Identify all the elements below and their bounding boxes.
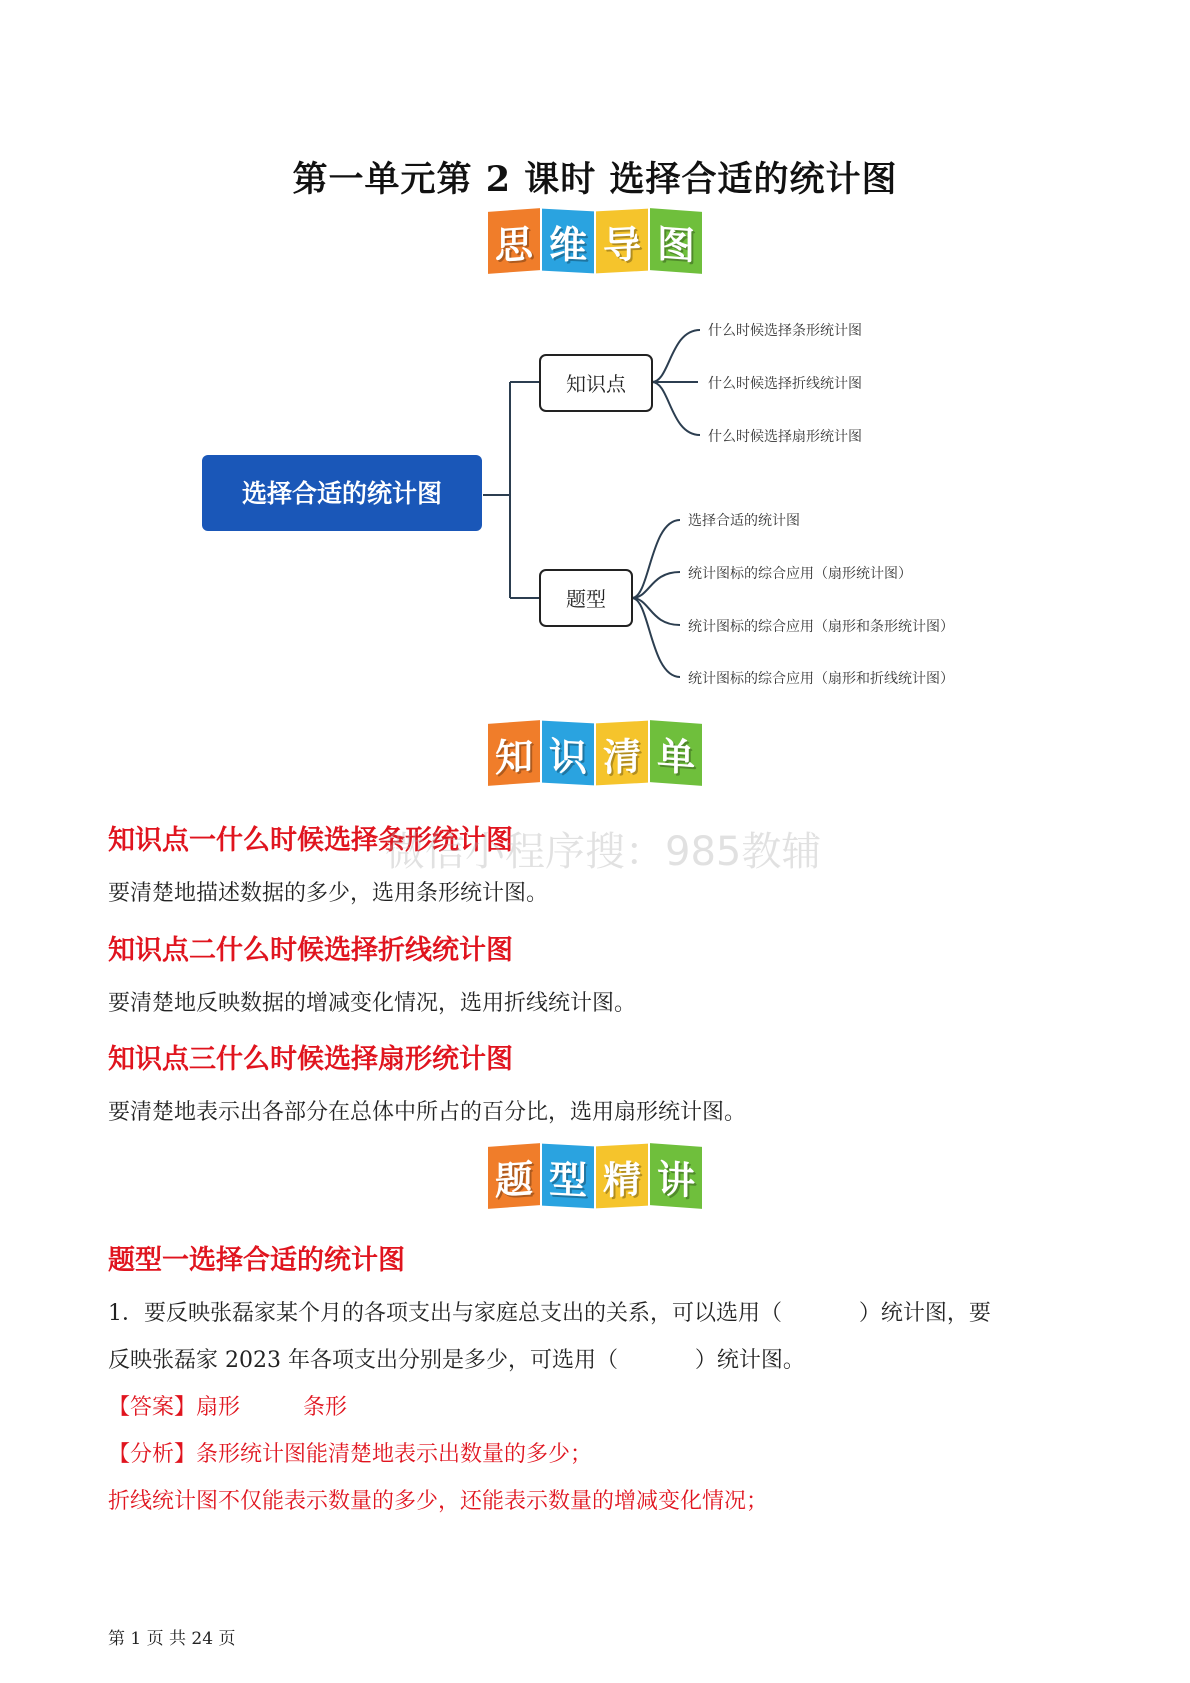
banner-tile: 导 [596, 209, 648, 274]
banner-tile: 题 [488, 1143, 540, 1209]
analysis-line: 折线统计图不仅能表示数量的多少，还能表示数量的增减变化情况； [108, 1489, 769, 1514]
branch1-curve [652, 330, 700, 382]
branch2-curve [632, 520, 680, 598]
questions-banner [0, 1145, 1190, 1207]
leaf-item: 统计图标的综合应用（扇形和条形统计图） [688, 619, 954, 635]
root-connector [483, 382, 540, 598]
banner-tile: 单 [650, 720, 702, 786]
leaf-item: 什么时候选择折线统计图 [708, 376, 862, 392]
banner-tile: 清 [596, 721, 648, 786]
answer-line: 【答案】扇形 条形 [108, 1395, 347, 1420]
banner-tile: 识 [542, 721, 594, 786]
knowledge-text: 要清楚地描述数据的多少，选用条形统计图。 [108, 881, 549, 906]
leaf-item: 选择合适的统计图 [688, 513, 800, 529]
knowledge-heading: 知识点一什么时候选择条形统计图 [108, 825, 513, 856]
question-line: 反映张磊家 2023 年各项支出分别是多少，可选用（ ）统计图。 [108, 1348, 805, 1373]
branch-node-types-label: 题型 [566, 587, 606, 611]
branch-node-knowledge-label: 知识点 [566, 372, 626, 396]
banner-tile: 知 [488, 720, 540, 786]
watermark: 微信小程序搜：985教辅 [385, 829, 822, 875]
analysis-line: 【分析】条形统计图能清楚地表示出数量的多少； [108, 1442, 593, 1467]
banner-tile: 型 [542, 1144, 594, 1209]
knowledge-banner [0, 722, 1190, 784]
leaf-item: 什么时候选择条形统计图 [708, 323, 862, 339]
banner-tile: 图 [650, 208, 702, 274]
knowledge-text: 要清楚地表示出各部分在总体中所占的百分比，选用扇形统计图。 [108, 1100, 747, 1125]
leaf-item: 什么时候选择扇形统计图 [708, 429, 862, 445]
branch1-curve [652, 382, 700, 435]
banner-tile: 思 [488, 208, 540, 274]
page-footer: 第 1 页 共 24 页 [108, 1629, 236, 1649]
mind-map [0, 0, 1190, 720]
knowledge-heading: 知识点三什么时候选择扇形统计图 [108, 1044, 513, 1075]
knowledge-text: 要清楚地反映数据的增减变化情况，选用折线统计图。 [108, 991, 637, 1016]
banner-tile: 维 [542, 209, 594, 274]
root-node-label: 选择合适的统计图 [241, 479, 443, 508]
leaf-item: 统计图标的综合应用（扇形统计图） [688, 566, 912, 582]
banner-tile: 精 [596, 1144, 648, 1209]
banner-tile: 讲 [650, 1143, 702, 1209]
page-title: 第一单元第 2 课时 选择合适的统计图 [292, 159, 898, 200]
question-line: 1．要反映张磊家某个月的各项支出与家庭总支出的关系，可以选用（ ）统计图，要 [108, 1301, 991, 1326]
branch2-curve [632, 598, 680, 677]
leaf-item: 统计图标的综合应用（扇形和折线统计图） [688, 671, 954, 687]
knowledge-heading: 知识点二什么时候选择折线统计图 [108, 935, 513, 966]
question-type-heading: 题型一选择合适的统计图 [108, 1245, 405, 1276]
